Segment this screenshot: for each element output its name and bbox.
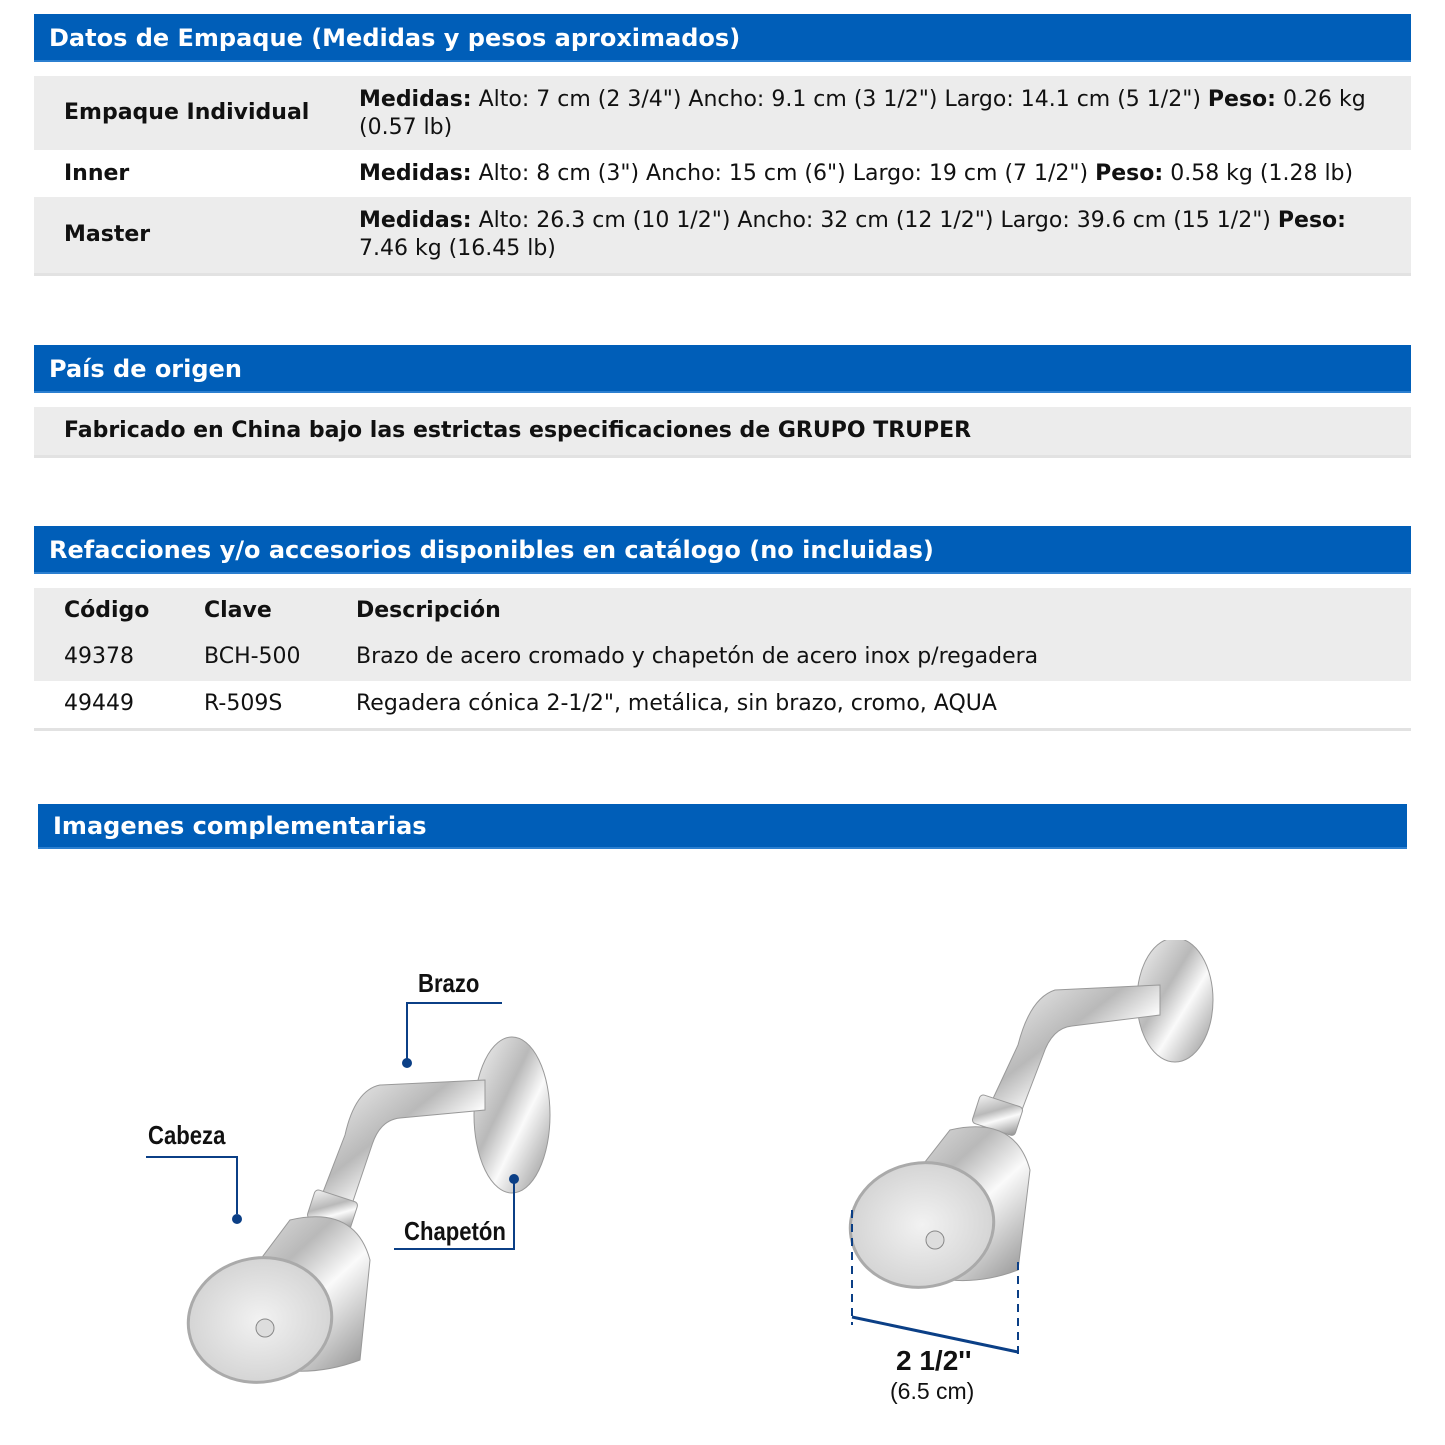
weight-value: 0.58 kg (1.28 lb) <box>1170 161 1354 186</box>
callout-arm-label: Brazo <box>418 968 480 998</box>
parts-section-header: Refacciones y/o accesorios disponibles en catálogo (no incluidas) <box>34 526 1411 574</box>
origin-text: Fabricado en China bajo las estrictas especificaciones de GRUPO TRUPER <box>64 418 972 443</box>
divider <box>34 728 1411 731</box>
column-header-key: Clave <box>204 598 272 623</box>
callout-head-label: Cabeza <box>148 1120 226 1150</box>
origin-section-header: País de origen <box>34 345 1411 393</box>
cell-key: BCH-500 <box>204 644 301 669</box>
row-label: Master <box>64 222 151 247</box>
packaging-row-master <box>34 197 1411 273</box>
callout-arm-line <box>406 1002 502 1004</box>
measures-value: Alto: 7 cm (2 3/4") Ancho: 9.1 cm (3 1/2") Largo: 14.1 cm (5 1/2") <box>478 87 1201 112</box>
shower-head-illustration <box>840 940 1240 1410</box>
row-value <box>359 207 1381 263</box>
dimension-cm: (6.5 cm) <box>890 1378 975 1404</box>
weight-value: 7.46 kg (16.45 lb) <box>359 236 556 261</box>
weight-label: Peso: <box>1277 208 1346 233</box>
callout-head-line <box>236 1156 238 1214</box>
weight-value: 0.26 kg (0.57 lb) <box>359 87 1366 140</box>
column-header-description: Descripción <box>356 598 501 623</box>
cell-description: Brazo de acero cromado y chapetón de acero inox p/regadera <box>356 644 1039 669</box>
dimension-inches: 2 1/2'' <box>896 1345 972 1376</box>
weight-label: Peso: <box>1207 87 1276 112</box>
divider <box>34 273 1411 276</box>
callout-flange-line <box>394 1248 515 1250</box>
measures-label: Medidas: <box>359 161 472 186</box>
cell-code: 49378 <box>64 644 134 669</box>
callout-head-line <box>146 1156 238 1158</box>
table-row <box>34 634 1411 681</box>
parts-table-header <box>34 588 1411 634</box>
callout-flange-label: Chapetón <box>404 1216 506 1246</box>
weight-label: Peso: <box>1095 161 1164 186</box>
row-value <box>359 86 1381 142</box>
packaging-row-inner <box>34 150 1411 197</box>
callout-flange-line <box>513 1178 515 1250</box>
row-value <box>359 160 1381 188</box>
cell-code: 49449 <box>64 691 134 716</box>
measures-label: Medidas: <box>359 208 472 233</box>
column-header-code: Código <box>64 598 150 623</box>
row-label: Inner <box>64 161 130 186</box>
callout-arm-dot <box>402 1058 412 1068</box>
cell-key: R-509S <box>204 691 283 716</box>
shower-head-dimension-image <box>840 940 1240 1410</box>
cell-description: Regadera cónica 2-1/2", metálica, sin brazo, cromo, AQUA <box>356 691 997 716</box>
divider <box>34 455 1411 458</box>
shower-head-labeled-image <box>140 960 580 1400</box>
measures-value: Alto: 8 cm (3") Ancho: 15 cm (6") Largo: 19 cm (7 1/2") <box>478 161 1089 186</box>
measures-value: Alto: 26.3 cm (10 1/2") Ancho: 32 cm (12 1/2") Largo: 39.6 cm (15 1/2") <box>478 208 1271 233</box>
packaging-section-header: Datos de Empaque (Medidas y pesos aproximados) <box>34 14 1411 62</box>
measures-label: Medidas: <box>359 87 472 112</box>
callout-head-dot <box>232 1214 242 1224</box>
callout-flange-dot <box>509 1174 519 1184</box>
origin-row <box>34 407 1411 455</box>
images-section-header: Imagenes complementarias <box>38 804 1407 849</box>
packaging-row-individual <box>34 76 1411 150</box>
row-label: Empaque Individual <box>64 100 310 125</box>
table-row <box>34 681 1411 728</box>
callout-arm-line <box>406 1002 408 1060</box>
